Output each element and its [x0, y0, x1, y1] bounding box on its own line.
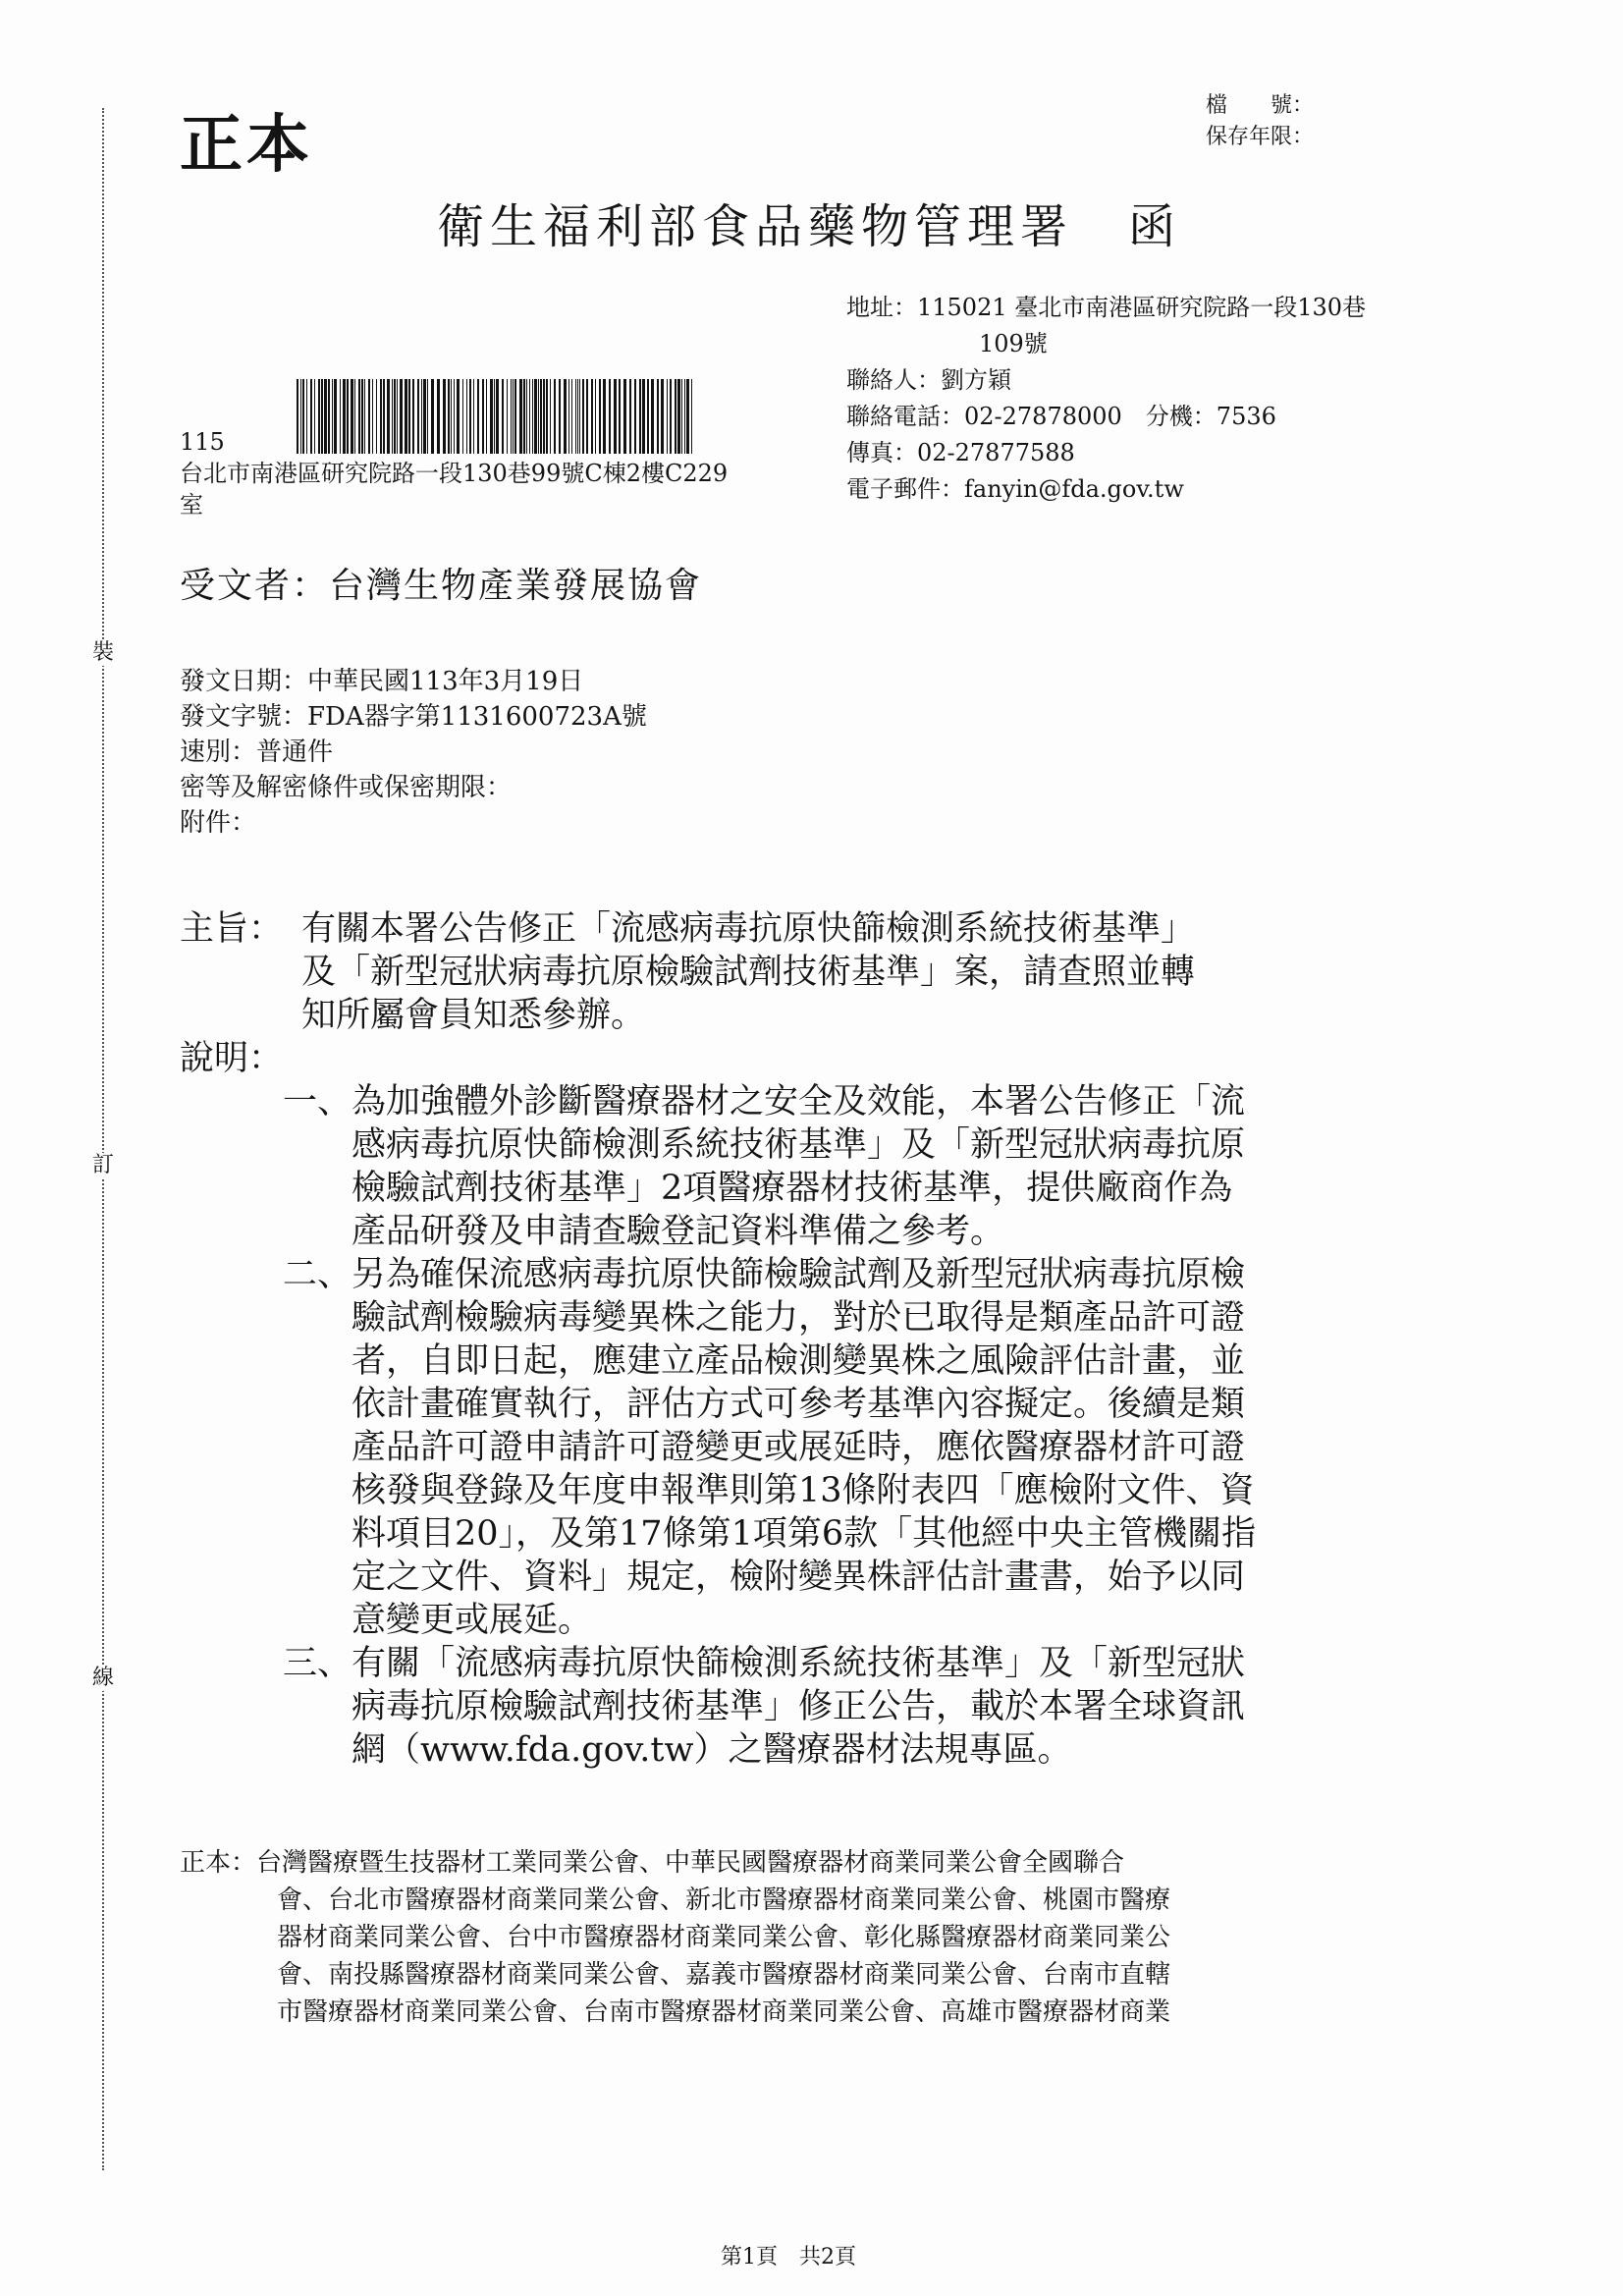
item-text — [352, 1080, 1245, 1253]
cc-line: 器材商業同業公會、台中市醫療器材商業同業公會、彰化縣醫療器材商業同業公 — [277, 1923, 1171, 1952]
sender-zip: 115 — [180, 428, 225, 456]
document-form: 函 — [1128, 199, 1182, 254]
item-line: 產品許可證申請許可證變更或展延時，應依醫療器材許可證 — [352, 1428, 1246, 1467]
original-copy-mark: 正本 — [180, 108, 313, 182]
item-text — [352, 1642, 1245, 1772]
page-total: 共2頁 — [799, 2245, 856, 2269]
cc-line: 會、南投縣醫療器材商業同業公會、嘉義市醫療器材商業同業公會、台南市直轄 — [277, 1960, 1171, 1990]
explanation-item-2 — [180, 1253, 1456, 1642]
contact-email: 電子郵件：fanyin@fda.gov.tw — [846, 475, 1184, 503]
item-line: 核發與登錄及年度申報準則第13條附表四「應檢附文件、資 — [352, 1471, 1255, 1510]
document-number: 發文字號：FDA器字第1131600723A號 — [180, 702, 647, 732]
sender-address — [180, 426, 728, 520]
item-line: 依計畫確實執行，評估方式可參考基準內容擬定。後續是類 — [352, 1385, 1246, 1424]
file-meta — [1206, 90, 1314, 153]
cc-line: 會、台北市醫療器材商業同業公會、新北市醫療器材商業同業公會、桃園市醫療 — [277, 1886, 1171, 1915]
contact-block — [846, 290, 1366, 508]
item-line: 檢驗試劑技術基準」2項醫療器材技術基準，提供廠商作為 — [352, 1169, 1233, 1208]
contact-address-cont: 109號 — [979, 330, 1048, 357]
subject-line: 知所屬會員知悉參辦。 — [301, 996, 646, 1035]
binding-char-bottom: 線 — [91, 1666, 114, 1690]
binding-line — [102, 108, 104, 2170]
page-number — [721, 2240, 856, 2270]
item-text — [352, 1253, 1256, 1642]
item-line: 感病毒抗原快篩檢測系統技術基準」及「新型冠狀病毒抗原 — [352, 1125, 1246, 1165]
document-body — [180, 907, 1456, 1772]
page-current: 第1頁 — [721, 2245, 778, 2269]
contact-fax: 傳真：02-27877588 — [846, 439, 1075, 466]
contact-address: 地址：115021 臺北市南港區研究院路一段130巷 — [846, 294, 1367, 321]
item-line: 有關「流感病毒抗原快篩檢測系統技術基準」及「新型冠狀 — [352, 1644, 1246, 1683]
item-number: 一、 — [282, 1082, 352, 1121]
explanation-label: 說明： — [180, 1039, 284, 1078]
explanation-item-1 — [180, 1080, 1456, 1253]
contact-phone: 聯絡電話：02-27878000 分機：7536 — [846, 403, 1276, 430]
agency-name: 衛生福利部食品藥物管理署 — [437, 199, 1074, 254]
sender-address-line: 台北市南港區研究院路一段130巷99號C棟2樓C229 — [180, 460, 729, 487]
binding-char-middle: 訂 — [91, 1153, 114, 1177]
explanation-item-3 — [180, 1642, 1456, 1772]
subject-line: 有關本署公告修正「流感病毒抗原快篩檢測系統技術基準」 — [301, 909, 1196, 949]
contact-person: 聯絡人：劉方穎 — [846, 366, 1011, 394]
subject-text — [301, 907, 1195, 1037]
security-level: 密等及解密條件或保密期限： — [180, 773, 513, 802]
delivery-speed: 速別：普通件 — [180, 738, 334, 767]
retention-period: 保存年限： — [1206, 125, 1315, 149]
item-line: 意變更或展延。 — [352, 1601, 593, 1640]
item-line: 產品研發及申請查驗登記資料準備之參考。 — [352, 1212, 1005, 1251]
binding-char-top: 裝 — [91, 640, 114, 665]
item-number: 三、 — [282, 1644, 352, 1683]
cc-line: 市醫療器材商業同業公會、台南市醫療器材商業同業公會、高雄市醫療器材商業 — [277, 1997, 1171, 2027]
attachments: 附件： — [180, 808, 257, 838]
sender-address-cont: 室 — [180, 491, 203, 519]
cc-first-line — [180, 1844, 1170, 1882]
subject-line: 及「新型冠狀病毒抗原檢驗試劑技術基準」案，請查照並轉 — [301, 953, 1196, 992]
document-meta — [180, 664, 647, 841]
subject-row — [180, 907, 1456, 1037]
item-line: 另為確保流感病毒抗原快篩檢驗試劑及新型冠狀病毒抗原檢 — [352, 1255, 1246, 1294]
item-number: 二、 — [282, 1255, 352, 1294]
item-line: 料項目20」，及第17條第1項第6款「其他經中央主管機關指 — [352, 1514, 1257, 1554]
issue-date: 發文日期：中華民國113年3月19日 — [180, 667, 584, 696]
item-line: 網（www.fda.gov.tw）之醫療器材法規專區。 — [352, 1730, 1072, 1770]
page-title — [437, 189, 1181, 256]
file-number: 檔 號： — [1206, 93, 1315, 118]
recipient: 受文者：台灣生物產業發展協會 — [180, 566, 703, 606]
item-line: 病毒抗原檢驗試劑技術基準」修正公告，載於本署全球資訊 — [352, 1687, 1246, 1726]
item-line: 驗試劑檢驗病毒變異株之能力，對於已取得是類產品許可證 — [352, 1298, 1246, 1338]
cc-label: 正本： — [180, 1848, 257, 1878]
item-line: 者，自即日起，應建立產品檢測變異株之風險評估計畫，並 — [352, 1341, 1246, 1381]
item-line: 定之文件、資料」規定，檢附變異株評估計畫書，始予以同 — [352, 1558, 1246, 1597]
cc-line: 台灣醫療暨生技器材工業同業公會、中華民國醫療器材商業同業公會全國聯合 — [256, 1848, 1125, 1878]
item-line: 為加強體外診斷醫療器材之安全及效能，本署公告修正「流 — [352, 1082, 1246, 1121]
subject-label: 主旨： — [180, 909, 284, 949]
original-recipients — [180, 1844, 1170, 2031]
